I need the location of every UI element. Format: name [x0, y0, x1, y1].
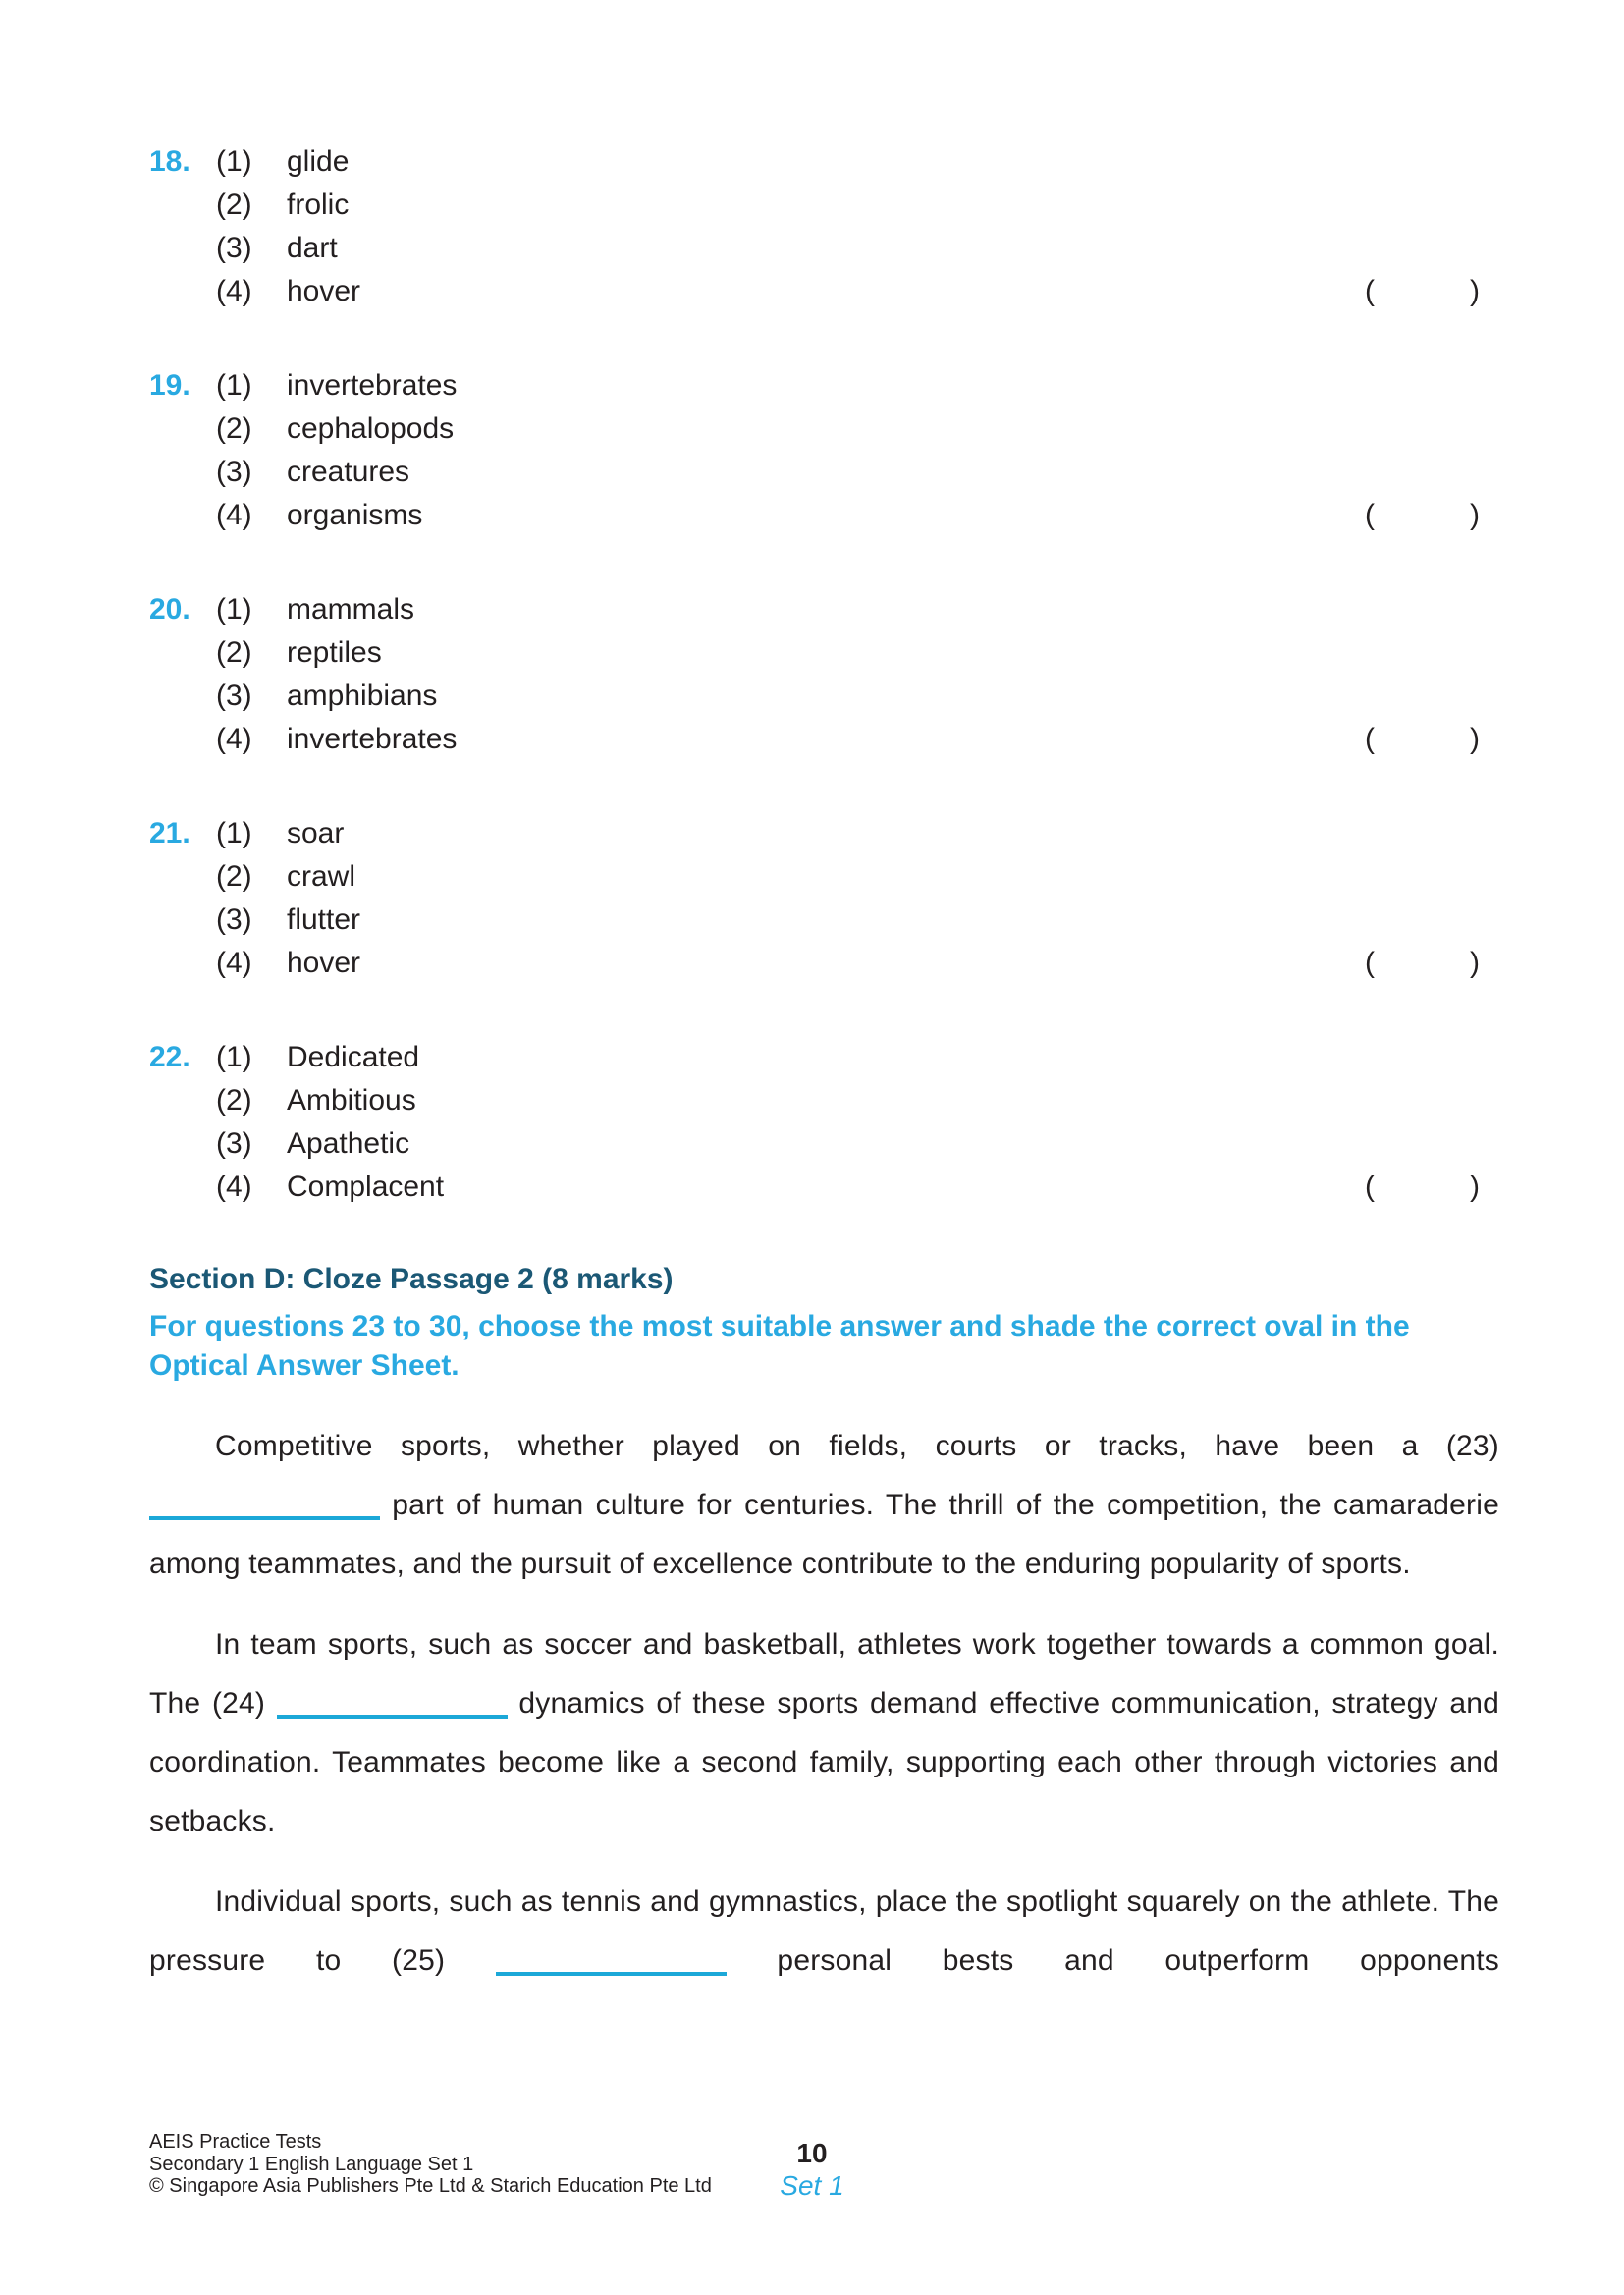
paragraph-text: part of human culture for centuries. The thrill of the competition, the camaraderie among teammates, and the pursuit of excellence contribute to the enduring popularity of sports.: [149, 1489, 1499, 1580]
paragraph-text: In team sports, such as soccer and basketball, athletes work together towards a common goal. The (24): [149, 1628, 1499, 1720]
question-20: [149, 588, 1499, 761]
option-number: (3): [216, 680, 252, 712]
answer-parentheses: [1365, 718, 1480, 761]
paren-open: (: [1365, 499, 1375, 531]
option-text: glide: [287, 145, 350, 178]
option-number: (2): [216, 1084, 252, 1117]
option-text: hover: [287, 947, 361, 979]
option-number: (2): [216, 860, 252, 893]
option-number: (3): [216, 232, 252, 264]
question-22: [149, 1036, 1499, 1209]
option-text: amphibians: [287, 680, 438, 712]
paragraph-text: Competitive sports, whether played on fields, courts or tracks, have been a (23): [215, 1430, 1499, 1462]
set-label: Set 1: [780, 2170, 844, 2201]
paren-close: ): [1470, 499, 1480, 531]
option-number: (4): [216, 275, 252, 307]
cloze-blank-24: [277, 1687, 508, 1719]
option-text: Apathetic: [287, 1127, 410, 1160]
paragraph-text: Individual sports, such as tennis and gymnastics, place the spotlight squarely on the athlete. The pressure to (25): [149, 1885, 1499, 1977]
option-number: (4): [216, 1171, 252, 1203]
option-text: dart: [287, 232, 338, 264]
option-number: (1): [216, 1041, 252, 1073]
paren-close: ): [1470, 723, 1480, 755]
cloze-blank-25: [496, 1944, 727, 1976]
question-number: 19.: [149, 369, 190, 402]
footer-page-block: [0, 2139, 1624, 2201]
paren-open: (: [1365, 947, 1375, 979]
option-number: (4): [216, 723, 252, 755]
paragraph-text: personal bests and outperform opponents: [726, 1944, 1499, 1977]
section-heading: Section D: Cloze Passage 2 (8 marks): [149, 1263, 674, 1295]
option-text: creatures: [287, 456, 410, 488]
option-number: (3): [216, 1127, 252, 1160]
option-text: Ambitious: [287, 1084, 416, 1117]
footer-book-title: Secondary 1 English Language Set 1: [149, 2153, 474, 2175]
paren-close: ): [1470, 275, 1480, 307]
option-number: (3): [216, 903, 252, 936]
option-text: Complacent: [287, 1171, 445, 1203]
footer-copyright: © Singapore Asia Publishers Pte Ltd & Starich Education Pte Ltd: [149, 2175, 712, 2197]
option-text: mammals: [287, 593, 415, 626]
paren-open: (: [1365, 1171, 1375, 1203]
question-18: [149, 140, 1499, 313]
option-number: (1): [216, 145, 252, 178]
option-text: reptiles: [287, 636, 382, 669]
option-number: (2): [216, 189, 252, 221]
cloze-paragraph-3: [149, 1873, 1499, 1991]
question-19: [149, 364, 1499, 537]
cloze-paragraph-2: [149, 1615, 1499, 1851]
option-number: (2): [216, 412, 252, 445]
question-number: 22.: [149, 1041, 190, 1073]
paren-close: ): [1470, 1171, 1480, 1203]
section-instructions: For questions 23 to 30, choose the most suitable answer and shade the correct oval in the Optical Answer Sheet.: [149, 1310, 1410, 1382]
option-text: crawl: [287, 860, 356, 893]
answer-parentheses: [1365, 494, 1480, 537]
option-number: (3): [216, 456, 252, 488]
option-number: (1): [216, 369, 252, 402]
paren-open: (: [1365, 723, 1375, 755]
option-text: hover: [287, 275, 361, 307]
option-number: (2): [216, 636, 252, 669]
option-number: (1): [216, 817, 252, 849]
option-text: frolic: [287, 189, 350, 221]
option-number: (4): [216, 499, 252, 531]
option-text: Dedicated: [287, 1041, 420, 1073]
option-text: cephalopods: [287, 412, 455, 445]
option-number: (4): [216, 947, 252, 979]
footer-series-title: AEIS Practice Tests: [149, 2131, 322, 2153]
option-text: soar: [287, 817, 345, 849]
option-text: invertebrates: [287, 723, 458, 755]
page-number: 10: [796, 2138, 828, 2168]
option-text: invertebrates: [287, 369, 458, 402]
question-number: 21.: [149, 817, 190, 849]
paren-open: (: [1365, 275, 1375, 307]
question-number: 18.: [149, 145, 190, 178]
answer-parentheses: [1365, 1166, 1480, 1209]
question-21: [149, 812, 1499, 985]
cloze-blank-23: [149, 1489, 380, 1520]
answer-parentheses: [1365, 942, 1480, 985]
option-number: (1): [216, 593, 252, 626]
paragraph-text: dynamics of these sports demand effective communication, strategy and coordination. Teammates become like a second family, supporting each other through victories and setbacks.: [149, 1687, 1499, 1837]
question-number: 20.: [149, 593, 190, 626]
cloze-paragraph-1: [149, 1417, 1499, 1594]
paren-close: ): [1470, 947, 1480, 979]
option-text: flutter: [287, 903, 361, 936]
option-text: organisms: [287, 499, 423, 531]
answer-parentheses: [1365, 270, 1480, 313]
